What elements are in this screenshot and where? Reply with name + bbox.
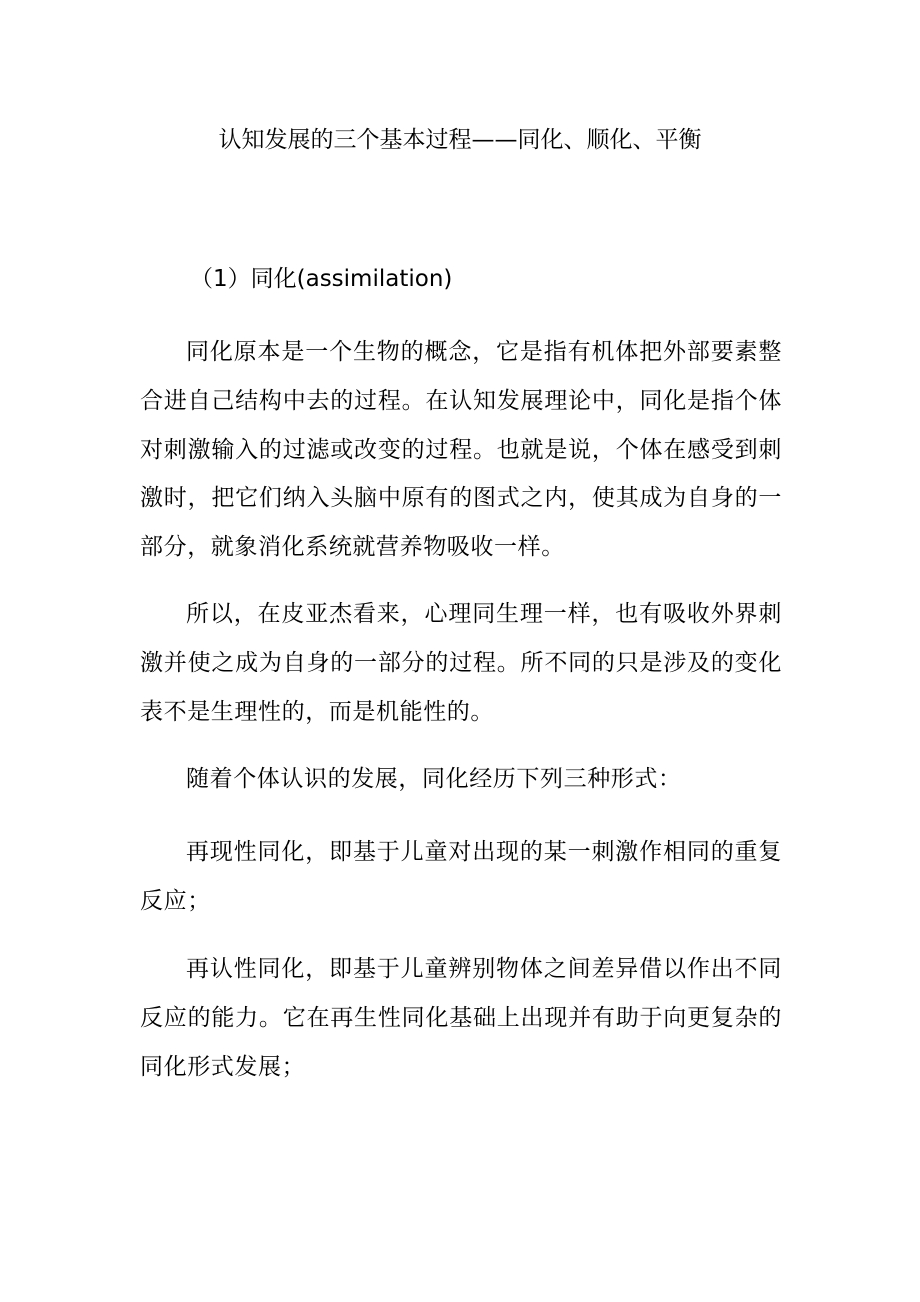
paragraph: 所以，在皮亚杰看来，心理同生理一样，也有吸收外界刺激并使之成为自身的一部分的过程。所不同的只是涉及的变化表不是生理性的，而是机能性的。 xyxy=(140,601,782,725)
paragraph: 再现性同化，即基于儿童对出现的某一刺激作相同的重复反应； xyxy=(140,839,782,914)
paragraph: 同化原本是一个生物的概念，它是指有机体把外部要素整合进自己结构中去的过程。在认知发展理论中，同化是指个体对刺激输入的过滤或改变的过程。也就是说，个体在感受到刺激时，把它们纳入头脑中原有的图式之内，使其成为自身的一部分，就象消化系统就营养物吸收一样。 xyxy=(140,339,782,561)
document-title: 认知发展的三个基本过程——同化、顺化、平衡 xyxy=(218,127,702,153)
section-heading: （1）同化(assimilation) xyxy=(190,266,453,292)
paragraph: 再认性同化，即基于儿童辨别物体之间差异借以作出不同反应的能力。它在再生性同化基础上出现并有助于向更复杂的同化形式发展； xyxy=(140,956,782,1080)
paragraph: 随着个体认识的发展，同化经历下列三种形式： xyxy=(186,766,682,792)
